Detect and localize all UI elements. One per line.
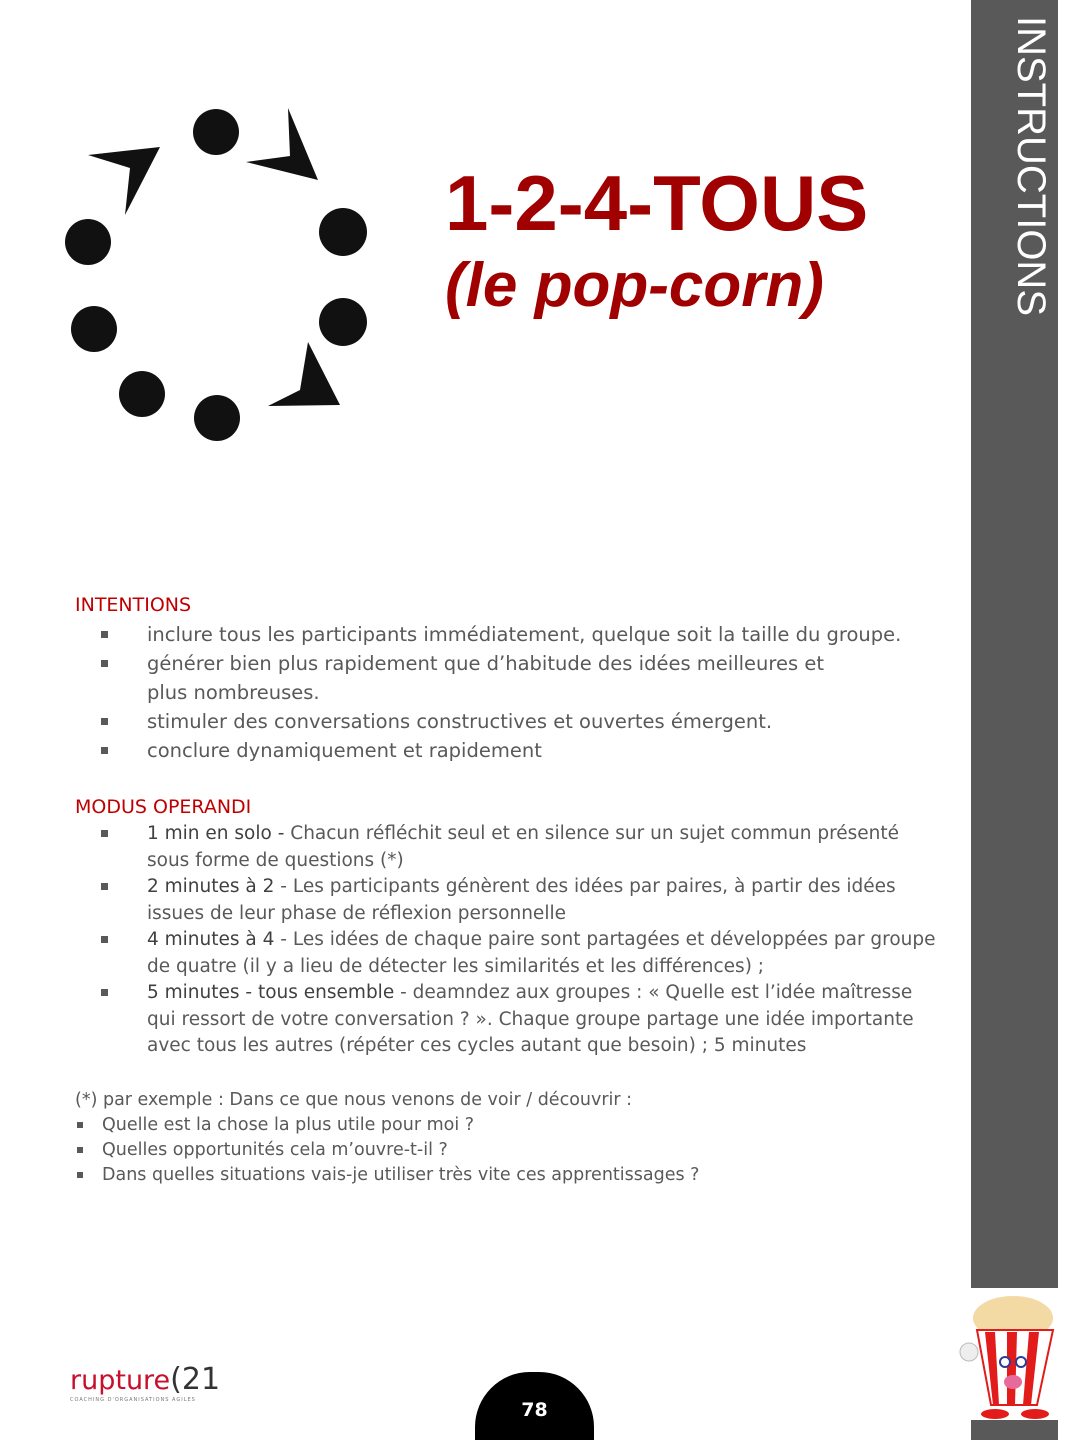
- brand-logo: [70, 1362, 220, 1403]
- popcorn-mascot-icon: [955, 1290, 1065, 1420]
- page-number: 78: [475, 1372, 594, 1440]
- list-item: [75, 874, 945, 927]
- brand-number: (21: [170, 1362, 221, 1397]
- sidebar-label: INSTRUCTIONS: [1009, 16, 1053, 316]
- sidebar-band-bottom: [971, 1420, 1058, 1440]
- example-note: [75, 1088, 699, 1188]
- step-text: - Les idées de chaque paire sont partagées et développées par groupe de quatre (il y a lieu de détecter les similarités et les différences) ;: [147, 929, 936, 977]
- list-item: [75, 927, 945, 980]
- list-item: Quelles opportunités cela m’ouvre-t-il ?: [75, 1138, 699, 1163]
- step-text: Chacun réfléchit seul et en silence sur un sujet commun présenté sous forme de questions (*): [147, 823, 900, 871]
- list-item: inclure tous les participants immédiatement, quelque soit la taille du groupe.: [75, 620, 945, 649]
- step-text: - Les participants génèrent des idées par paires, à partir des idées issues de leur phase de réflexion personnelle: [147, 876, 896, 924]
- page-title: 1-2-4-TOUS: [445, 159, 869, 247]
- step-label: 5 minutes - tous ensemble: [147, 982, 395, 1003]
- step-label: 1 min en solo -: [147, 823, 285, 844]
- modus-heading: MODUS OPERANDI: [75, 796, 252, 818]
- intentions-heading: INTENTIONS: [75, 594, 192, 616]
- list-item: [75, 980, 945, 1060]
- page-subtitle: (le pop-corn): [445, 251, 824, 320]
- step-text: - deamndez aux groupes : « Quelle est l’idée maîtresse qui ressort de votre conversation ? ». Chaque groupe partage une idée importante avec tous les autres (répéter ces cycles autant que besoin) ; 5 minutes: [147, 982, 914, 1056]
- modus-list: [75, 821, 945, 1060]
- brand-word: rupture: [70, 1365, 171, 1396]
- brand-tagline: COACHING D'ORGANISATIONS AGILES: [70, 1397, 196, 1403]
- step-label: 2 minutes à 2: [147, 876, 275, 897]
- step-label: 4 minutes à 4: [147, 929, 275, 950]
- list-item: [75, 821, 945, 874]
- list-item: conclure dynamiquement et rapidement: [75, 736, 945, 765]
- list-item: Dans quelles situations vais-je utiliser très vite ces apprentissages ?: [75, 1163, 699, 1188]
- list-item: générer bien plus rapidement que d’habitude des idées meilleures et plus nombreuses.: [75, 649, 945, 707]
- note-intro: (*) par exemple : Dans ce que nous venons de voir / découvrir :: [75, 1090, 633, 1110]
- list-item: stimuler des conversations constructives et ouvertes émergent.: [75, 707, 945, 736]
- list-item: Quelle est la chose la plus utile pour moi ?: [75, 1113, 699, 1138]
- intentions-list: [75, 620, 945, 765]
- circle-dots-arrows-icon: [60, 100, 380, 450]
